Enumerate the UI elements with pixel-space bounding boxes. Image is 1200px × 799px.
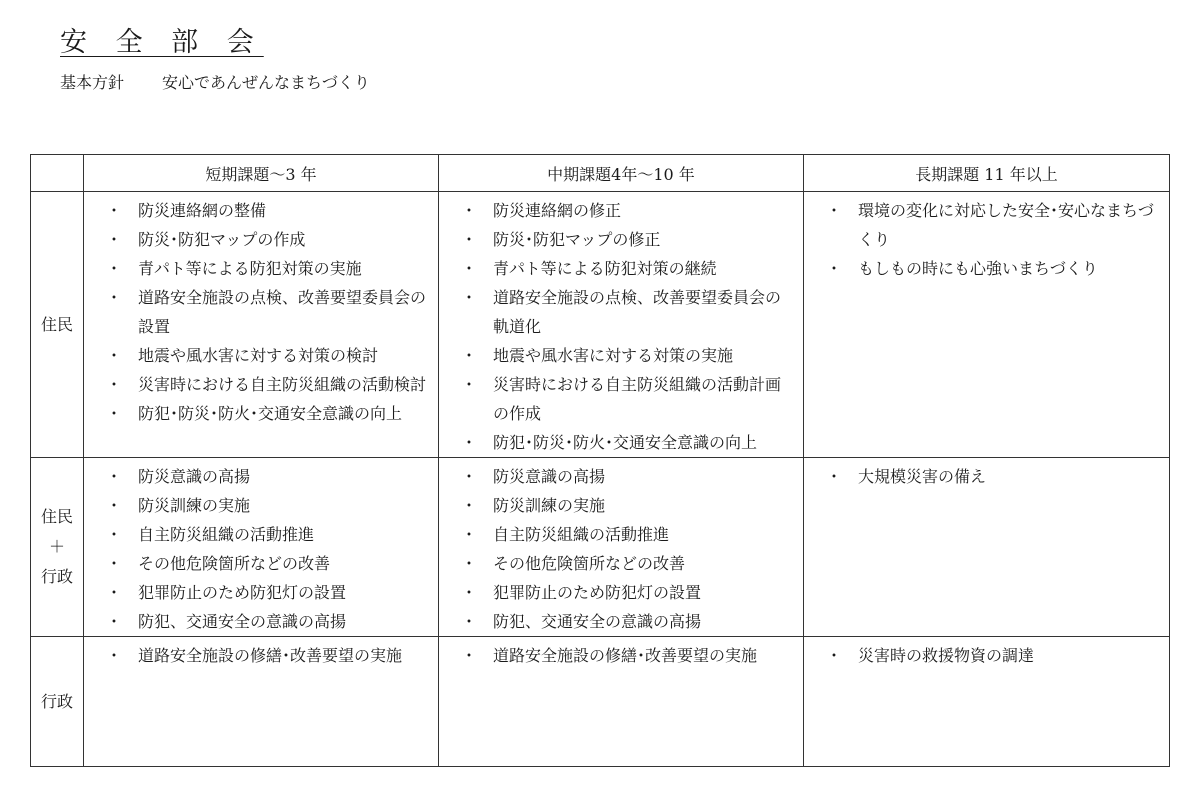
list-item: ・ 災害時における自主防災組織の活動計画の作成 [439, 370, 795, 428]
cell-residents-mid [439, 192, 804, 458]
row-label-residents: 住民 [31, 192, 84, 458]
list-item: ・ 防災･防犯マップの作成 [84, 225, 430, 254]
list-item: ・ 道路安全施設の修繕･改善要望の実施 [439, 641, 795, 670]
basic-policy-text: 安心であんぜんなまちづくり [162, 73, 370, 92]
list-item: ・ 防災連絡網の修正 [439, 196, 795, 225]
list-item: ・ 防犯･防災･防火･交通安全意識の向上 [439, 428, 795, 457]
list-item: ・ 自主防災組織の活動推進 [84, 520, 430, 549]
row-label-line: 行政 [40, 567, 73, 586]
list-item: ・ 防犯･防災･防火･交通安全意識の向上 [84, 399, 430, 428]
list-item: ・ 自主防災組織の活動推進 [439, 520, 795, 549]
cell-government-long [804, 637, 1170, 767]
list-item: ・ 災害時の救援物資の調達 [804, 641, 1161, 670]
header-mid-term: 中期課題4年～10 年 [439, 155, 804, 192]
list-item: ・ 犯罪防止のため防犯灯の設置 [439, 578, 795, 607]
list-item: ・ 道路安全施設の修繕･改善要望の実施 [84, 641, 430, 670]
table-row-residents-and-government [31, 458, 1170, 637]
table-header-row [31, 155, 1170, 192]
cell-government-mid [439, 637, 804, 767]
page-title: 安 全 部 会 [60, 27, 264, 58]
list-item: ・ 青パト等による防犯対策の継続 [439, 254, 795, 283]
header-corner [31, 155, 84, 192]
header-short-term: 短期課題～3 年 [84, 155, 439, 192]
cell-residents-long [804, 192, 1170, 458]
list-item: ・ 防災連絡網の整備 [84, 196, 430, 225]
list-item: ・ 犯罪防止のため防犯灯の設置 [84, 578, 430, 607]
row-label-government: 行政 [31, 637, 84, 767]
plan-table [30, 154, 1170, 767]
cell-residents-short [84, 192, 439, 458]
list-item: ・ 防災意識の高揚 [84, 462, 430, 491]
list-item: ・ その他危険箇所などの改善 [84, 549, 430, 578]
row-label-line: 住民 [40, 507, 73, 526]
list-item: ・ もしもの時にも心強いまちづくり [804, 254, 1161, 283]
list-item: ・ 防災･防犯マップの修正 [439, 225, 795, 254]
list-item: ・ 防犯、交通安全の意識の高揚 [439, 607, 795, 636]
list-item: ・ 防犯、交通安全の意識の高揚 [84, 607, 430, 636]
list-item: ・ 青パト等による防犯対策の実施 [84, 254, 430, 283]
list-item: ・ 大規模災害の備え [804, 462, 1161, 491]
list-item: ・ 地震や風水害に対する対策の検討 [84, 341, 430, 370]
list-item: ・ 防災訓練の実施 [84, 491, 430, 520]
cell-joint-long [804, 458, 1170, 637]
cell-joint-mid [439, 458, 804, 637]
list-item: ・ 防災意識の高揚 [439, 462, 795, 491]
list-item: ・ 道路安全施設の点検、改善要望委員会の設置 [84, 283, 430, 341]
cell-government-short [84, 637, 439, 767]
cell-joint-short [84, 458, 439, 637]
basic-policy [60, 70, 370, 93]
list-item: ・ 災害時における自主防災組織の活動検討 [84, 370, 430, 399]
basic-policy-label: 基本方針 [60, 73, 125, 92]
row-label-residents-and-government [31, 458, 84, 637]
list-item: ・ 道路安全施設の点検、改善要望委員会の軌道化 [439, 283, 795, 341]
table-row-government [31, 637, 1170, 767]
list-item: ・ その他危険箇所などの改善 [439, 549, 795, 578]
header-long-term: 長期課題 11 年以上 [804, 155, 1170, 192]
row-label-line: ＋ [48, 537, 65, 556]
list-item: ・ 地震や風水害に対する対策の実施 [439, 341, 795, 370]
list-item: ・ 環境の変化に対応した安全･安心なまちづくり [804, 196, 1161, 254]
list-item: ・ 防災訓練の実施 [439, 491, 795, 520]
table-row-residents [31, 192, 1170, 458]
